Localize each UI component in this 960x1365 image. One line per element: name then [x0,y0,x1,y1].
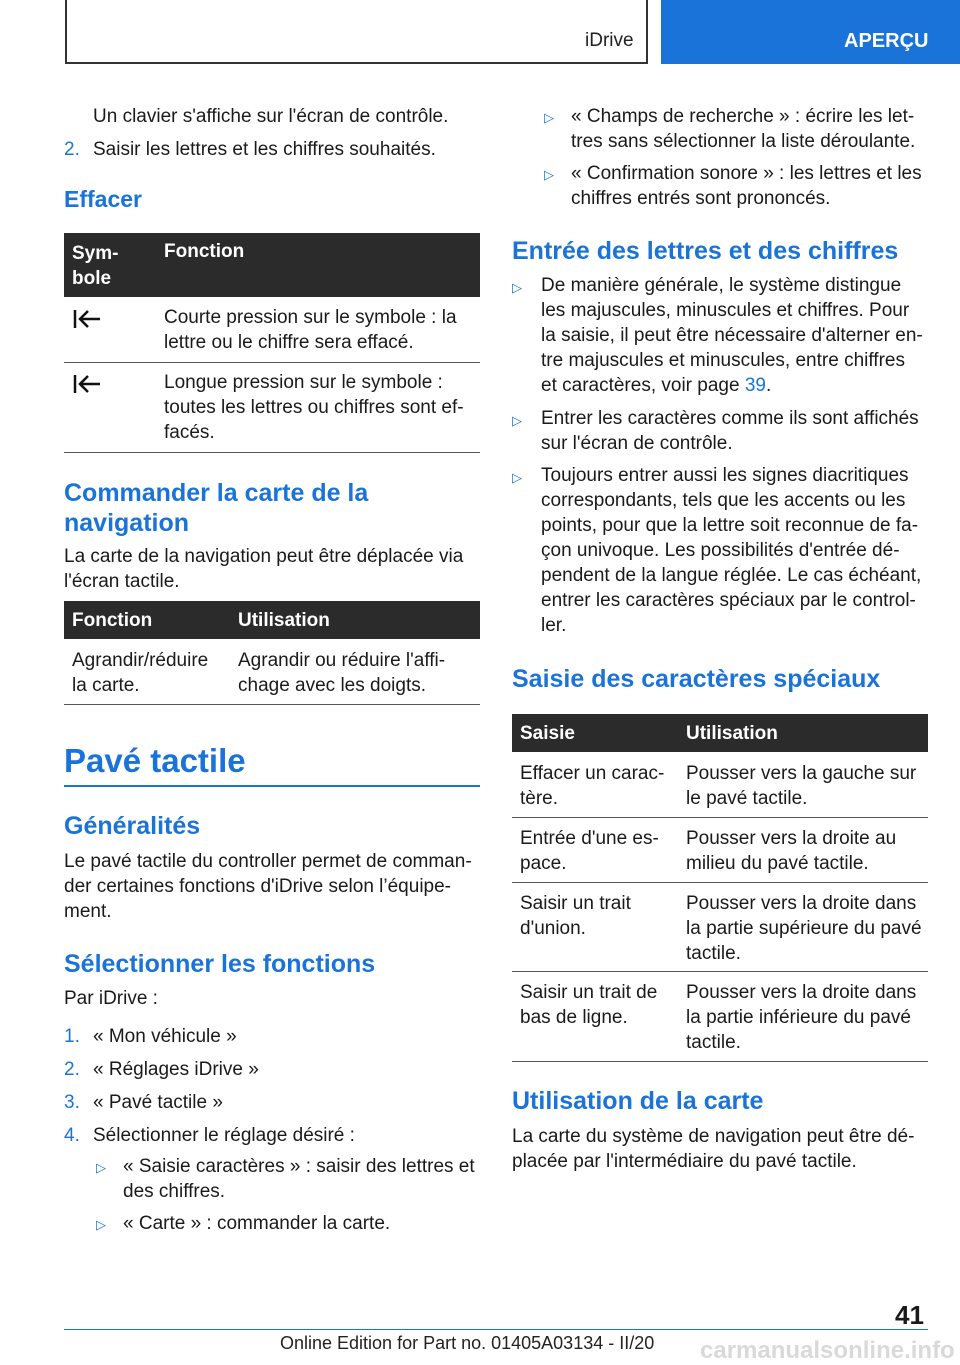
step-text: Saisir les lettres et les chiffres souhaités. [93,139,436,160]
generalites-heading: Généralités [64,812,201,840]
table-row [64,297,480,363]
step-text: « Pavé tactile » [93,1092,223,1113]
column-header-symbol: Sym- bole [72,243,119,289]
row-input: Saisir un trait d'union. [520,893,631,939]
commander-paragraph: La carte de la navigation peut être déplacée via l'écran tactile. [64,546,464,592]
table-row [512,817,928,883]
footer-rule [64,1329,928,1330]
column-header-fonction: Fonction [164,241,245,262]
effacer-heading: Effacer [64,186,142,212]
sub-bullet-text: « Champs de recherche » : écrire les let- tres sans sélectionner la liste déroulante. [571,106,916,152]
table-row [64,362,480,453]
step-number: 2. [64,139,80,160]
entree-bullet-text: Toujours entrer aussi les signes diacritiques correspondants, tels que les accents ou les points, pour que la lettre soit reconnue de fa- çon univoque. Les possibilités d'entrée dé- pendent de la langue réglée. Le cas échéant, entrer les caractères spéciaux par le control- ler. [541,465,922,636]
bullet-triangle-icon: ▷ [544,110,554,125]
column-header-fonction: Fonction [72,610,153,631]
bullet-triangle-icon: ▷ [512,413,522,428]
bullet-triangle-icon: ▷ [512,470,522,485]
step-number: 2. [64,1059,80,1080]
pave-tactile-heading: Pavé tactile [64,742,480,787]
saisie-heading: Saisie des caractères spéciaux [512,665,881,693]
header-tab-apercu[interactable] [661,0,960,64]
step-number: 3. [64,1092,80,1113]
column-header-utilisation: Utilisation [238,610,330,631]
row-usage: Pousser vers la droite au milieu du pavé tactile. [686,828,897,874]
selectionner-heading: Sélectionner les fonctions [64,950,376,978]
row-description: Longue pression sur le symbole : toutes les lettres ou chiffres sont ef- facés. [164,372,464,443]
header-section-label: iDrive [585,30,634,51]
generalites-paragraph: Le pavé tactile du controller permet de comman- der certaines fonctions d'iDrive selon l’équipe- ment. [64,851,472,922]
header-tab-label: APERÇU [844,30,929,52]
table-row [512,752,928,818]
row-usage: Pousser vers la droite dans la partie inférieure du pavé tactile. [686,982,917,1053]
saisie-table-header [512,714,928,752]
column-header-saisie: Saisie [520,723,575,744]
row-usage: Pousser vers la gauche sur le pavé tactile. [686,763,917,809]
table-row [512,971,928,1062]
backspace-icon [72,372,102,402]
row-input: Saisir un trait de bas de ligne. [520,982,658,1028]
watermark: carmanualsonline.info [700,1337,955,1364]
selectionner-intro: Par iDrive : [64,988,158,1009]
step-number: 4. [64,1125,80,1146]
header-frame [65,0,648,64]
row-input: Effacer un carac- tère. [520,763,665,809]
step1-continuation: Un clavier s'affiche sur l'écran de contrôle. [93,106,449,127]
commander-heading: Commander la carte de la navigation [64,479,369,537]
table-row [64,639,480,705]
bullet-triangle-icon: ▷ [512,280,522,295]
bullet-triangle-icon: ▷ [96,1217,106,1232]
edition-text: Online Edition for Part no. 01405A03134 - II/20 [280,1333,655,1353]
page-number: 41 [895,1300,924,1330]
table-row [512,882,928,972]
step-number: 1. [64,1026,80,1047]
sub-bullet-text: « Carte » : commander la carte. [123,1213,391,1234]
entree-heading: Entrée des lettres et des chiffres [512,237,899,265]
effacer-table-header [64,233,480,297]
utilisation-heading: Utilisation de la carte [512,1087,764,1115]
row-usage: Agrandir ou réduire l'affi- chage avec les doigts. [238,650,446,696]
commander-table-header [64,601,480,639]
sub-bullet-text: « Confirmation sonore » : les lettres et les chiffres entrés sont prononcés. [571,163,922,209]
step-text: « Réglages iDrive » [93,1059,259,1080]
row-input: Entrée d'une es- pace. [520,828,659,874]
page-link[interactable]: 39 [744,375,766,396]
row-usage: Pousser vers la droite dans la partie supérieure du pavé tactile. [686,893,922,964]
step-text: Sélectionner le réglage désiré : [93,1125,355,1146]
backspace-icon [72,307,102,337]
bullet-triangle-icon: ▷ [96,1160,106,1175]
step-text: « Mon véhicule » [93,1026,237,1047]
entree-bullet-text: Entrer les caractères comme ils sont affichés sur l'écran de contrôle. [541,408,919,454]
column-header-utilisation: Utilisation [686,723,778,744]
bullet-triangle-icon: ▷ [544,167,554,182]
utilisation-paragraph: La carte du système de navigation peut être dé- placée par l'intermédiaire du pavé tactile. [512,1126,915,1172]
entree-bullet-text: De manière générale, le système distingue les majuscules, minuscules et chiffres. Pour la saisie, il peut être nécessaire d'alterner en- tre majuscules et minuscules, entre chiffres et caractères, voir page 39. [541,275,923,396]
row-description: Courte pression sur le symbole : la lettre ou le chiffre sera effacé. [164,307,457,353]
row-function: Agrandir/réduire la carte. [72,650,209,696]
sub-bullet-text: « Saisie caractères » : saisir des lettres et des chiffres. [123,1156,475,1202]
